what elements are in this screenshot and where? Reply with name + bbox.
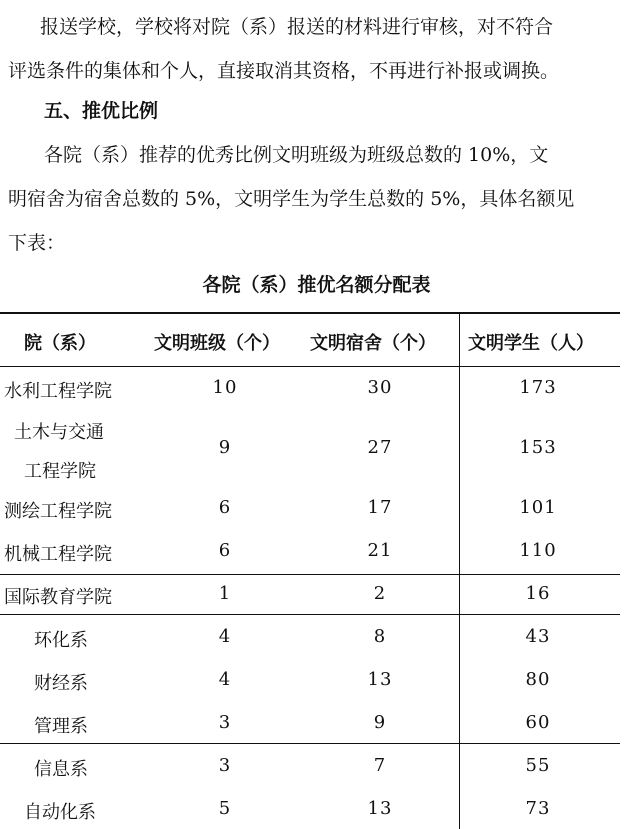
row-dept: 国际教育学院 (4, 587, 112, 608)
row-classes: 4 (218, 626, 232, 647)
row-dept-line2: 工程学院 (24, 461, 96, 482)
row-students: 43 (525, 626, 551, 647)
row-classes: 1 (218, 583, 232, 604)
row-dorms: 9 (373, 712, 387, 733)
row-classes: 3 (218, 755, 232, 776)
row-dorms: 27 (367, 437, 393, 458)
row-classes: 9 (218, 437, 232, 458)
row-students: 73 (525, 798, 551, 819)
row-dorms: 13 (367, 669, 393, 690)
section-line-1: 各院（系）推荐的优秀比例文明班级为班级总数的 10%，文 (44, 144, 549, 166)
intro-line-2: 评选条件的集体和个人，直接取消其资格，不再进行补报或调换。 (8, 60, 560, 82)
header-dorms: 文明宿舍（个） (310, 333, 436, 354)
row-dept: 信息系 (34, 759, 88, 780)
section-line-2: 明宿舍为宿舍总数的 5%，文明学生为学生总数的 5%，具体名额见 (8, 188, 575, 210)
row-dorms: 7 (373, 755, 387, 776)
row-dept: 自动化系 (24, 802, 96, 823)
row-students: 60 (525, 712, 551, 733)
row-students: 16 (525, 583, 551, 604)
row-dorms: 17 (367, 497, 393, 518)
row-classes: 5 (218, 798, 232, 819)
header-dept: 院（系） (24, 333, 96, 354)
row-dept: 财经系 (34, 673, 88, 694)
row-dept: 机械工程学院 (4, 544, 112, 565)
intro-line-1: 报送学校，学校将对院（系）报送的材料进行审核，对不符合 (40, 16, 554, 38)
row-dorms: 13 (367, 798, 393, 819)
row-students: 80 (525, 669, 551, 690)
row-students: 110 (519, 540, 557, 561)
group-rule-2 (0, 614, 620, 615)
row-students: 173 (519, 377, 557, 398)
row-students: 153 (519, 437, 557, 458)
row-students: 55 (525, 755, 551, 776)
table-top-rule (0, 312, 620, 314)
row-classes: 6 (218, 497, 232, 518)
group-rule-1 (0, 574, 620, 575)
section-line-3: 下表： (8, 232, 66, 254)
row-dorms: 21 (367, 540, 393, 561)
section-heading: 五、推优比例 (44, 100, 159, 122)
row-classes: 10 (212, 377, 238, 398)
row-dept: 管理系 (34, 716, 88, 737)
column-divider (459, 312, 460, 829)
table-title: 各院（系）推优名额分配表 (202, 274, 431, 296)
header-bottom-rule (0, 366, 620, 367)
header-classes: 文明班级（个） (154, 333, 280, 354)
row-classes: 6 (218, 540, 232, 561)
row-classes: 4 (218, 669, 232, 690)
header-students: 文明学生（人） (468, 333, 594, 354)
row-dorms: 8 (373, 626, 387, 647)
row-students: 101 (519, 497, 557, 518)
row-dept: 水利工程学院 (4, 381, 112, 402)
row-dept: 测绘工程学院 (4, 501, 112, 522)
row-dorms: 2 (373, 583, 387, 604)
row-classes: 3 (218, 712, 232, 733)
row-dept: 土木与交通 (14, 422, 104, 443)
row-dorms: 30 (367, 377, 393, 398)
row-dept: 环化系 (34, 630, 88, 651)
group-rule-3 (0, 743, 620, 744)
